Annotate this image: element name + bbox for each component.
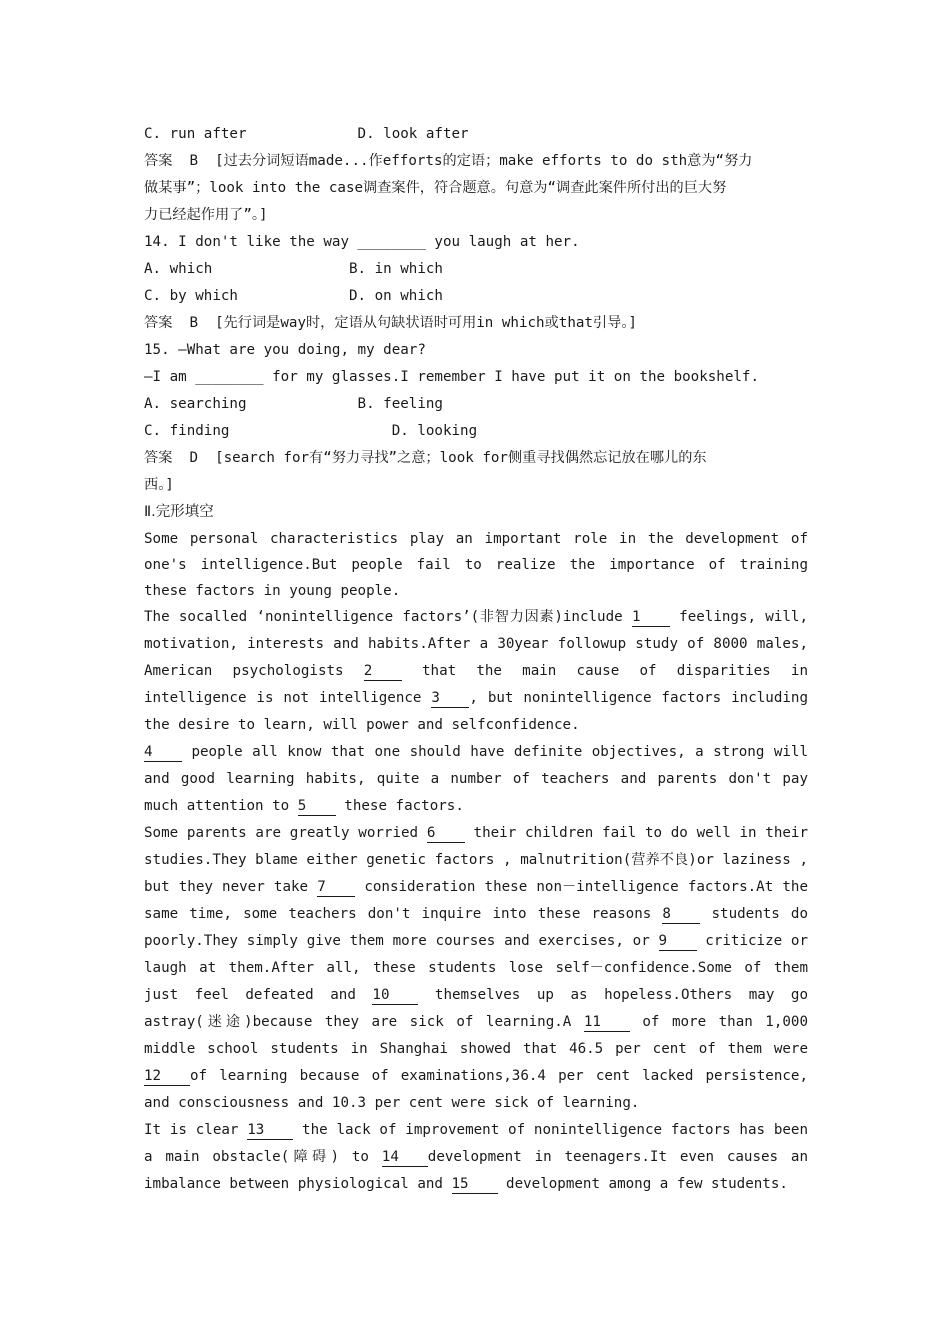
passage-paragraph-1: Some personal characteristics play an important role in the development of one's intelligence.But people fail to realize the importance of training these factors in young people. [144,531,808,599]
q15-answer-line-2: 西。] [144,477,174,493]
passage-text: feelings, will, motivation, interests and habits.After a 30year followup study of 8000 males, American psychologists [144,609,809,679]
cloze-blank-1: 1 [632,608,670,627]
passage-text: their children fail to do well in their studies.They blame either genetic factors , malnutrition(营养不良)or laziness , but they never take [144,825,809,895]
passage-text: consideration these non－intelligence factors.At the same time, some teachers don't inquire into these reasons [144,879,808,922]
document-content [144,121,808,1198]
passage-text: that the main cause of disparities in intelligence is not intelligence [144,663,808,706]
q15-options-ab: A. searching B. feeling [144,396,443,412]
q14-options-ab: A. which B. in which [144,261,443,277]
q15-answer-line-1: 答案 D [search for有“努力寻找”之意；look for侧重寻找偶然忘记放在哪儿的东 [144,450,707,466]
passage-text: students do poorly.They simply give them more courses and exercises, or [144,906,808,949]
q13-answer-line-1: 答案 B [过去分词短语made...作efforts的定语；make efforts to do sth意为“努力 [144,153,753,169]
cloze-blank-10: 10 [372,986,418,1005]
section-heading: Ⅱ.完形填空 [144,504,214,520]
q13-answer-line-2: 做某事”；look into the case调查案件，符合题意。句意为“调查此案件所付出的巨大努 [144,180,727,196]
cloze-blank-4: 4 [144,743,182,762]
passage-text: Some parents are greatly worried [144,825,427,841]
cloze-blank-6: 6 [427,824,465,843]
cloze-blank-3: 3 [431,689,469,708]
cloze-blank-7: 7 [317,878,355,897]
cloze-blank-12: 12 [144,1067,190,1086]
passage-paragraph-5 [144,1117,808,1198]
cloze-blank-2: 2 [364,662,402,681]
passage-text: development in teenagers.It even causes an imbalance between physiological and [144,1149,809,1192]
cloze-blank-5: 5 [298,797,336,816]
q15-stem-line-1: 15. —What are you doing, my dear? [144,342,426,358]
passage-text: criticize or laugh at them.After all, these students lose self－confidence.Some of them just feel defeated and [144,933,809,1003]
passage-text: development among a few students. [497,1176,788,1192]
q14-options-cd: C. by which D. on which [144,288,443,304]
passage-text: It is clear [144,1122,248,1138]
cloze-blank-14: 14 [382,1148,428,1167]
passage-text: The socalled ‘nonintelligence factors’(非智力因素)include [144,609,632,625]
passage-paragraph-2 [144,604,808,739]
cloze-blank-13: 13 [247,1121,293,1140]
passage-text: people all know that one should have definite objectives, a strong will and good learning habits, quite a number of teachers and parents don't pay much attention to [144,744,808,814]
cloze-blank-15: 15 [452,1175,498,1194]
passage-paragraph-4 [144,820,808,1117]
q14-answer: 答案 B [先行词是way时，定语从句缺状语时可用in which或that引导。] [144,315,637,331]
passage-text: themselves up as hopeless.Others may go astray(迷途)because they are sick of learning.A [144,987,808,1030]
q13-answer-line-3: 力已经起作用了”。] [144,207,268,223]
passage-text: the lack of improvement of nonintelligence factors has been a main obstacle(障碍) to [144,1122,808,1165]
passage-text: of more than 1,000 middle school students in Shanghai showed that 46.5 per cent of them were [144,1014,808,1057]
passage-text: of learning because of examinations,36.4 per cent lacked persistence, and consciousness and 10.3 per cent were sick of learning. [144,1068,808,1111]
q15-options-cd: C. finding D. looking [144,423,478,439]
cloze-blank-11: 11 [584,1013,630,1032]
q13-options-cd: C. run after D. look after [144,126,469,142]
cloze-blank-8: 8 [662,905,700,924]
cloze-blank-9: 9 [659,932,697,951]
passage-text: these factors. [335,798,464,814]
passage-paragraph-3 [144,739,808,820]
q15-stem-line-2: —I am ________ for my glasses.I remember I have put it on the bookshelf. [144,369,759,385]
q14-stem: 14. I don't like the way ________ you laugh at her. [144,234,580,250]
passage-text: , but nonintelligence factors including the desire to learn, will power and selfconfidence. [144,690,808,733]
